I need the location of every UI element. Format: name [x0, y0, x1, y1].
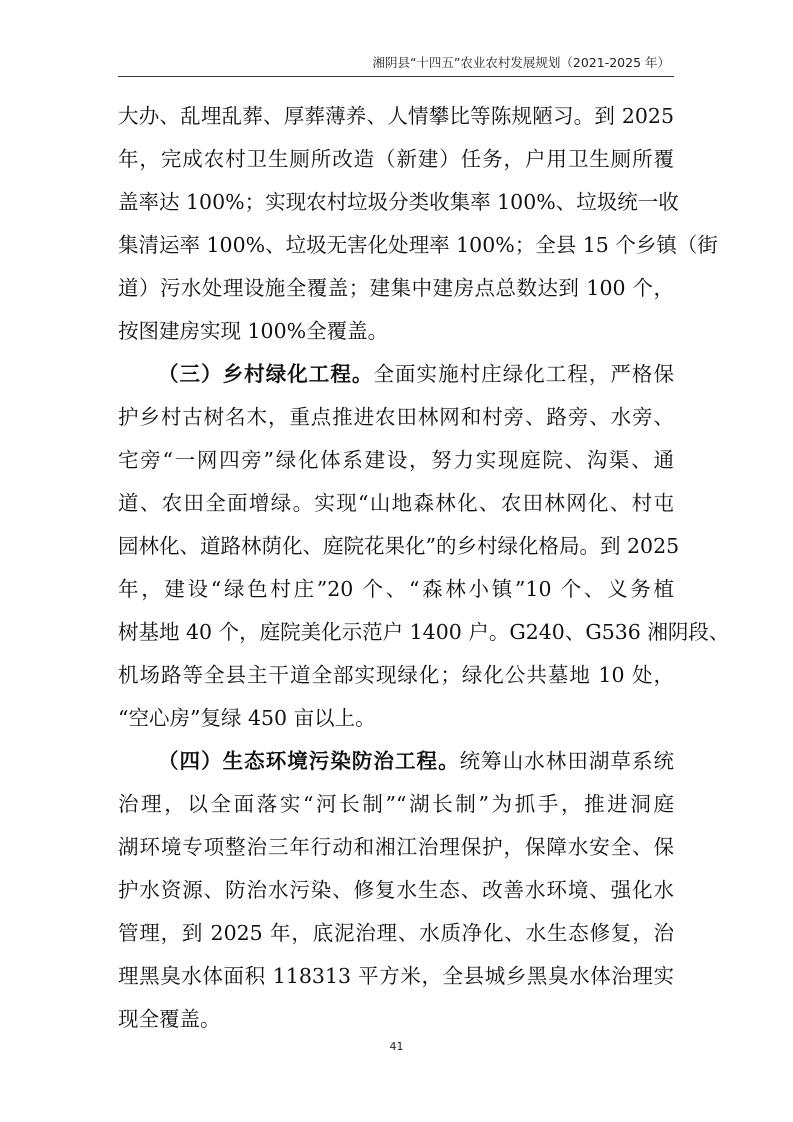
body-line: 大办、乱埋乱葬、厚葬薄养、人情攀比等陈规陋习。到 2025: [118, 104, 674, 128]
body-line: 年，建设“绿色村庄”20 个、“森林小镇”10 个、义务植: [118, 577, 674, 601]
body-line: 盖率达 100%；实现农村垃圾分类收集率 100%、垃圾统一收: [118, 190, 679, 214]
body-line: 护水资源、防治水污染、修复水生态、改善水环境、强化水: [118, 878, 674, 902]
body-line: 道）污水处理设施全覆盖；建集中建房点总数达到 100 个，: [118, 276, 674, 300]
body-line: 园林化、道路林荫化、庭院花果化”的乡村绿化格局。到 2025: [118, 534, 680, 558]
section-first-line: [118, 353, 674, 396]
body-line: 按图建房实现 100%全覆盖。: [118, 319, 389, 343]
body-line: “空心房”复绿 450 亩以上。: [118, 706, 376, 730]
page-header: [118, 50, 674, 77]
section-heading: （四）生态环境污染防治工程。: [158, 749, 460, 773]
body-line: 宅旁“一网四旁”绿化体系建设，努力实现庭院、沟渠、通: [118, 448, 674, 472]
document-body: [118, 95, 730, 1041]
section-first-line: [118, 740, 674, 783]
page-number: 41: [389, 1040, 404, 1053]
body-line: 道、农田全面增绿。实现“山地森林化、农田林网化、村屯: [118, 491, 674, 515]
body-line: 树基地 40 个，庭院美化示范户 1400 户。G240、G536 湘阴段、: [118, 620, 730, 644]
body-line: 机场路等全县主干道全部实现绿化；绿化公共墓地 10 处，: [118, 663, 674, 687]
body-line: 现全覆盖。: [118, 1007, 221, 1031]
body-line: 治理，以全面落实“河长制”“湖长制”为抓手，推进洞庭: [118, 792, 674, 816]
body-line: 湖环境专项整治三年行动和湘江治理保护，保障水安全、保: [118, 835, 674, 859]
body-line: 管理，到 2025 年，底泥治理、水质净化、水生态修复，治: [118, 921, 674, 945]
body-line: 年，完成农村卫生厕所改造（新建）任务，户用卫生厕所覆: [118, 147, 674, 171]
body-line: 集清运率 100%、垃圾无害化处理率 100%；全县 15 个乡镇（街: [118, 233, 718, 257]
header-title: 湘阴县“十四五”农业农村发展规划（2021-2025 年）: [372, 55, 670, 70]
section-first-text: 统筹山水林田湖草系统: [459, 749, 675, 773]
body-line: 理黑臭水体面积 118313 平方米，全县城乡黑臭水体治理实: [118, 964, 674, 988]
section-first-text: 全面实施村庄绿化工程，严格保: [373, 362, 675, 386]
section-heading: （三）乡村绿化工程。: [158, 362, 374, 386]
body-line: 护乡村古树名木，重点推进农田林网和村旁、路旁、水旁、: [118, 405, 674, 429]
